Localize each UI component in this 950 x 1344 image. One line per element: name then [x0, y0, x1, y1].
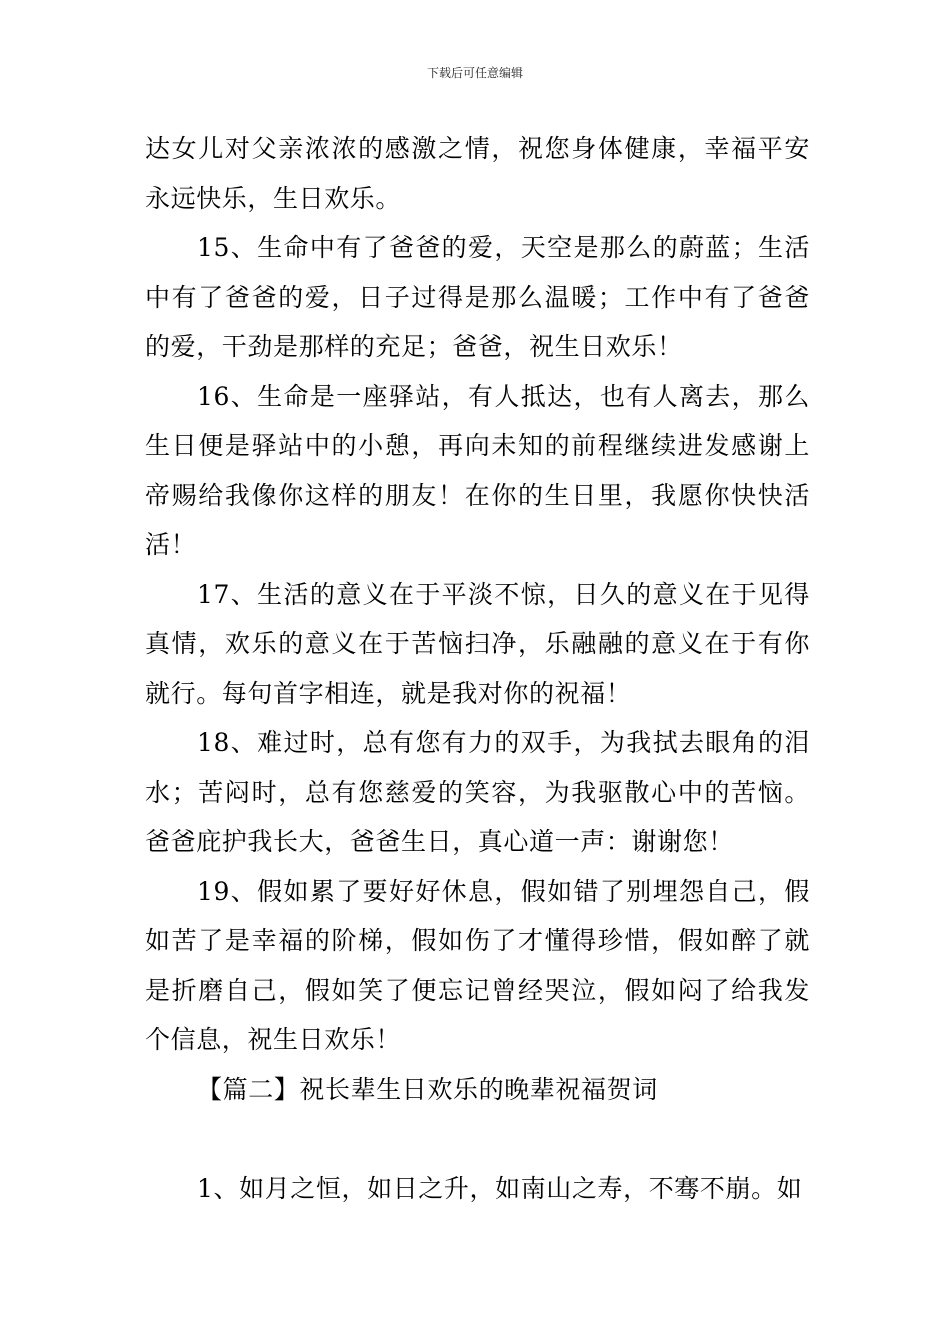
paragraph-18: 18、难过时，总有您有力的双手，为我拭去眼角的泪水；苦闷时，总有您慈爱的笑容，为我驱散心中的苦恼。爸爸庇护我长大，爸爸生日，真心道一声：谢谢您！ — [145, 728, 810, 856]
paragraph-17: 17、生活的意义在于平淡不惊，日久的意义在于见得真情，欢乐的意义在于苦恼扫净，乐融融的意义在于有你就行。每句首字相连，就是我对你的祝福！ — [145, 579, 810, 708]
document-body — [145, 124, 810, 1213]
section-title: 【篇二】祝长辈生日欢乐的晚辈祝福贺词 — [197, 1074, 658, 1104]
paragraph-15: 15、生命中有了爸爸的爱，天空是那么的蔚蓝；生活中有了爸爸的爱，日子过得是那么温暖；工作中有了爸爸的爱，干劲是那样的充足；爸爸，祝生日欢乐！ — [145, 233, 810, 361]
page-header: 下载后可任意编辑 — [426, 66, 523, 80]
paragraph-1-start: 1、如月之恒，如日之升，如南山之寿，不骞不崩。如 — [197, 1173, 803, 1203]
paragraph-16: 16、生命是一座驿站，有人抵达，也有人离去，那么生日便是驿站中的小憩，再向未知的前程继续进发感谢上帝赐给我像你这样的朋友！在你的生日里，我愿你快快活活！ — [145, 381, 810, 559]
paragraph-14-continued: 达女儿对父亲浓浓的感激之情，祝您身体健康，幸福平安永远快乐，生日欢乐。 — [145, 134, 810, 213]
paragraph-19: 19、假如累了要好好休息，假如错了别埋怨自己，假如苦了是幸福的阶梯，假如伤了才懂得珍惜，假如醉了就是折磨自己，假如笑了便忘记曾经哭泣，假如闷了给我发个信息，祝生日欢乐！ — [145, 876, 810, 1054]
blank-line — [145, 1114, 810, 1164]
